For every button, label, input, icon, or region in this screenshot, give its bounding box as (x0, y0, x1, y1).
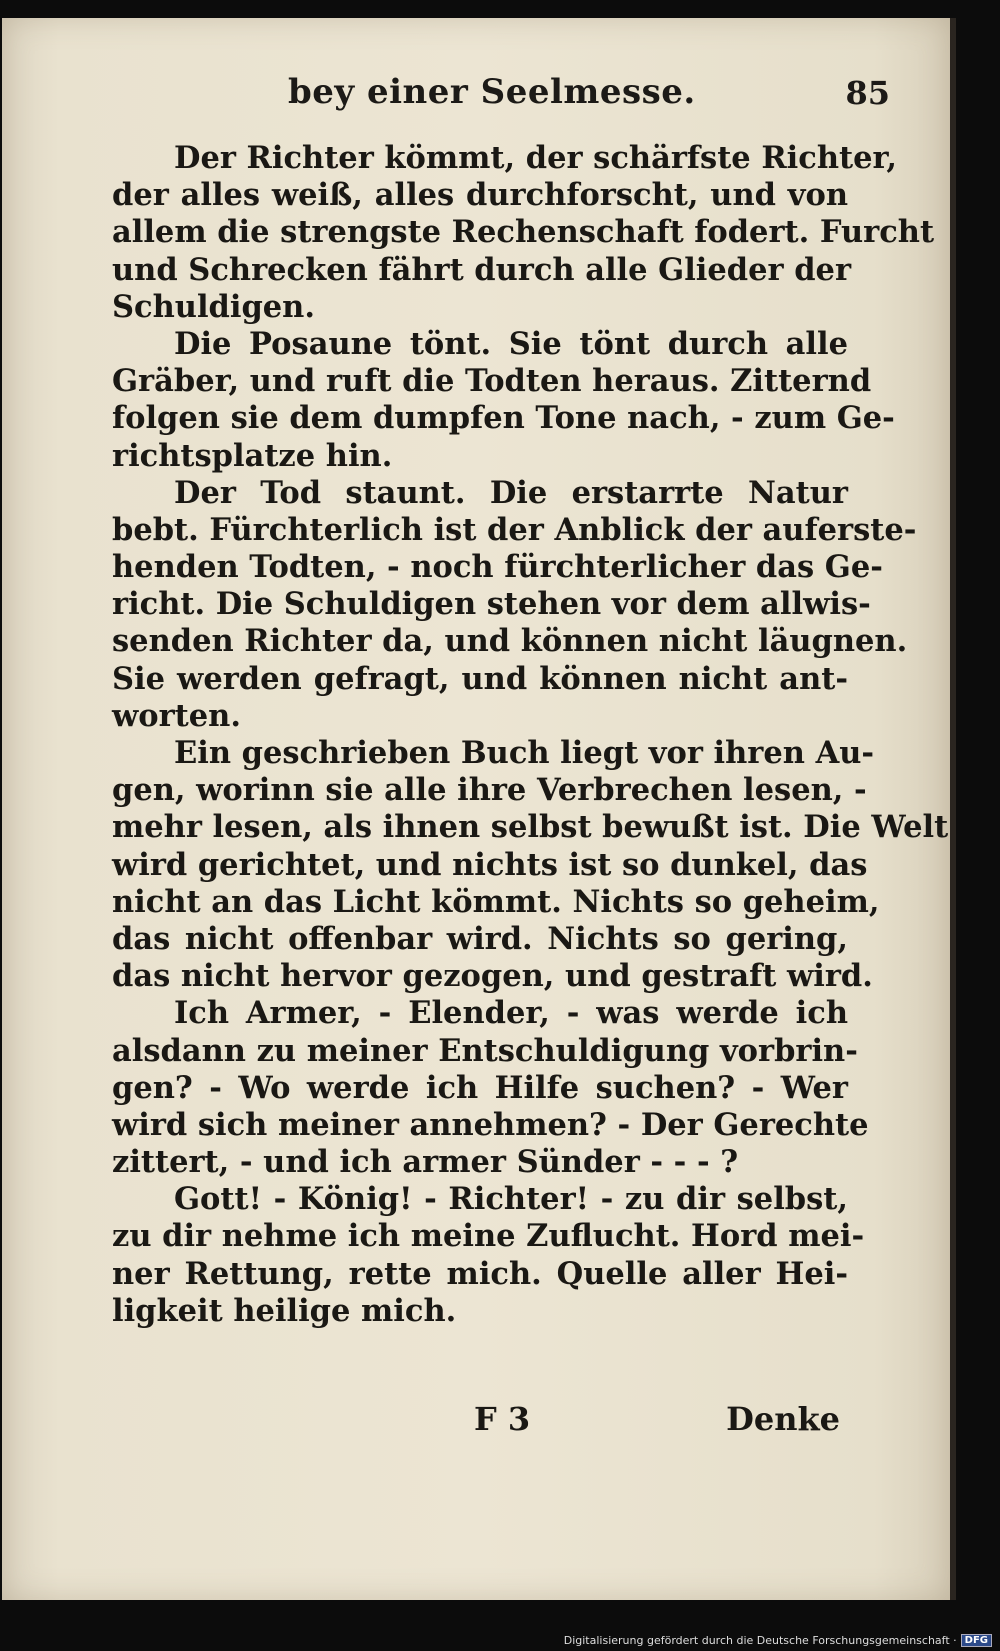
page-text (112, 140, 949, 1330)
text-line: Schuldigen. (112, 288, 315, 325)
text-line: zittert, - und ich armer Sünder - - - ? (112, 1144, 739, 1181)
dfg-logo: DFG (961, 1634, 992, 1647)
text-line: und Schrecken fährt durch alle Glieder der (112, 251, 852, 288)
text-line: Der Richter kömmt, der schärfste Richter, (174, 140, 897, 176)
text-line: richt. Die Schuldigen stehen vor dem allwis- (112, 586, 871, 623)
text-line: Gräber, und ruft die Todten heraus. Zitternd (112, 363, 872, 400)
book-page (2, 18, 956, 1600)
catchword: Denke (726, 1400, 840, 1438)
text-line: allem die strengste Rechenschaft fodert. Furcht (112, 214, 935, 251)
running-head-title: bey einer Seelmesse. (288, 72, 696, 112)
text-line: wird sich meiner annehmen? - Der Gerechte (112, 1106, 869, 1143)
text-line: ligkeit heilige mich. (112, 1292, 457, 1329)
text-line: henden Todten, - noch fürchterlicher das Ge- (112, 549, 883, 586)
running-head (118, 68, 898, 118)
signature-mark: F 3 (474, 1400, 531, 1438)
text-line: der alles weiß, alles durchforscht, und von (112, 177, 848, 214)
text-line: richtsplatze hin. (112, 437, 393, 474)
text-line: folgen sie dem dumpfen Tone nach, - zum Ge- (112, 400, 895, 437)
text-line: mehr lesen, als ihnen selbst bewußt ist. Die Welt (112, 809, 949, 846)
text-line: zu dir nehme ich meine Zuflucht. Hord mei- (112, 1218, 865, 1255)
text-line: ner Rettung, rette mich. Quelle aller Hei- (112, 1255, 848, 1292)
text-line: gen? - Wo werde ich Hilfe suchen? - Wer (112, 1069, 848, 1106)
text-line: Gott! - König! - Richter! - zu dir selbst, (174, 1181, 848, 1218)
text-line: Ich Armer, - Elender, - was werde ich (174, 995, 848, 1032)
text-line: worten. (112, 697, 241, 734)
digitization-credit (564, 1632, 992, 1648)
text-line: alsdann zu meiner Entschuldigung vorbrin- (112, 1032, 858, 1069)
text-line: Ein geschrieben Buch liegt vor ihren Au- (174, 735, 875, 771)
text-line: das nicht hervor gezogen, und gestraft wird. (112, 958, 873, 995)
text-line: das nicht offenbar wird. Nichts so gering, (112, 920, 848, 957)
text-line: senden Richter da, und können nicht läugnen. (112, 623, 908, 660)
page-number: 85 (845, 74, 890, 112)
text-line: Sie werden gefragt, und können nicht ant- (112, 660, 848, 697)
text-line: gen, worinn sie alle ihre Verbrechen lesen, - (112, 772, 867, 809)
text-line: bebt. Fürchterlich ist der Anblick der auferste- (112, 511, 917, 548)
text-line: Der Tod staunt. Die erstarrte Natur (174, 474, 848, 511)
text-line: wird gerichtet, und nichts ist so dunkel, das (112, 846, 868, 883)
text-line: Die Posaune tönt. Sie tönt durch alle (174, 325, 848, 362)
page-footer (118, 1398, 848, 1448)
credit-text: Digitalisierung gefördert durch die Deutsche Forschungsgemeinschaft · (563, 1633, 957, 1647)
text-line: nicht an das Licht kömmt. Nichts so geheim, (112, 883, 880, 920)
